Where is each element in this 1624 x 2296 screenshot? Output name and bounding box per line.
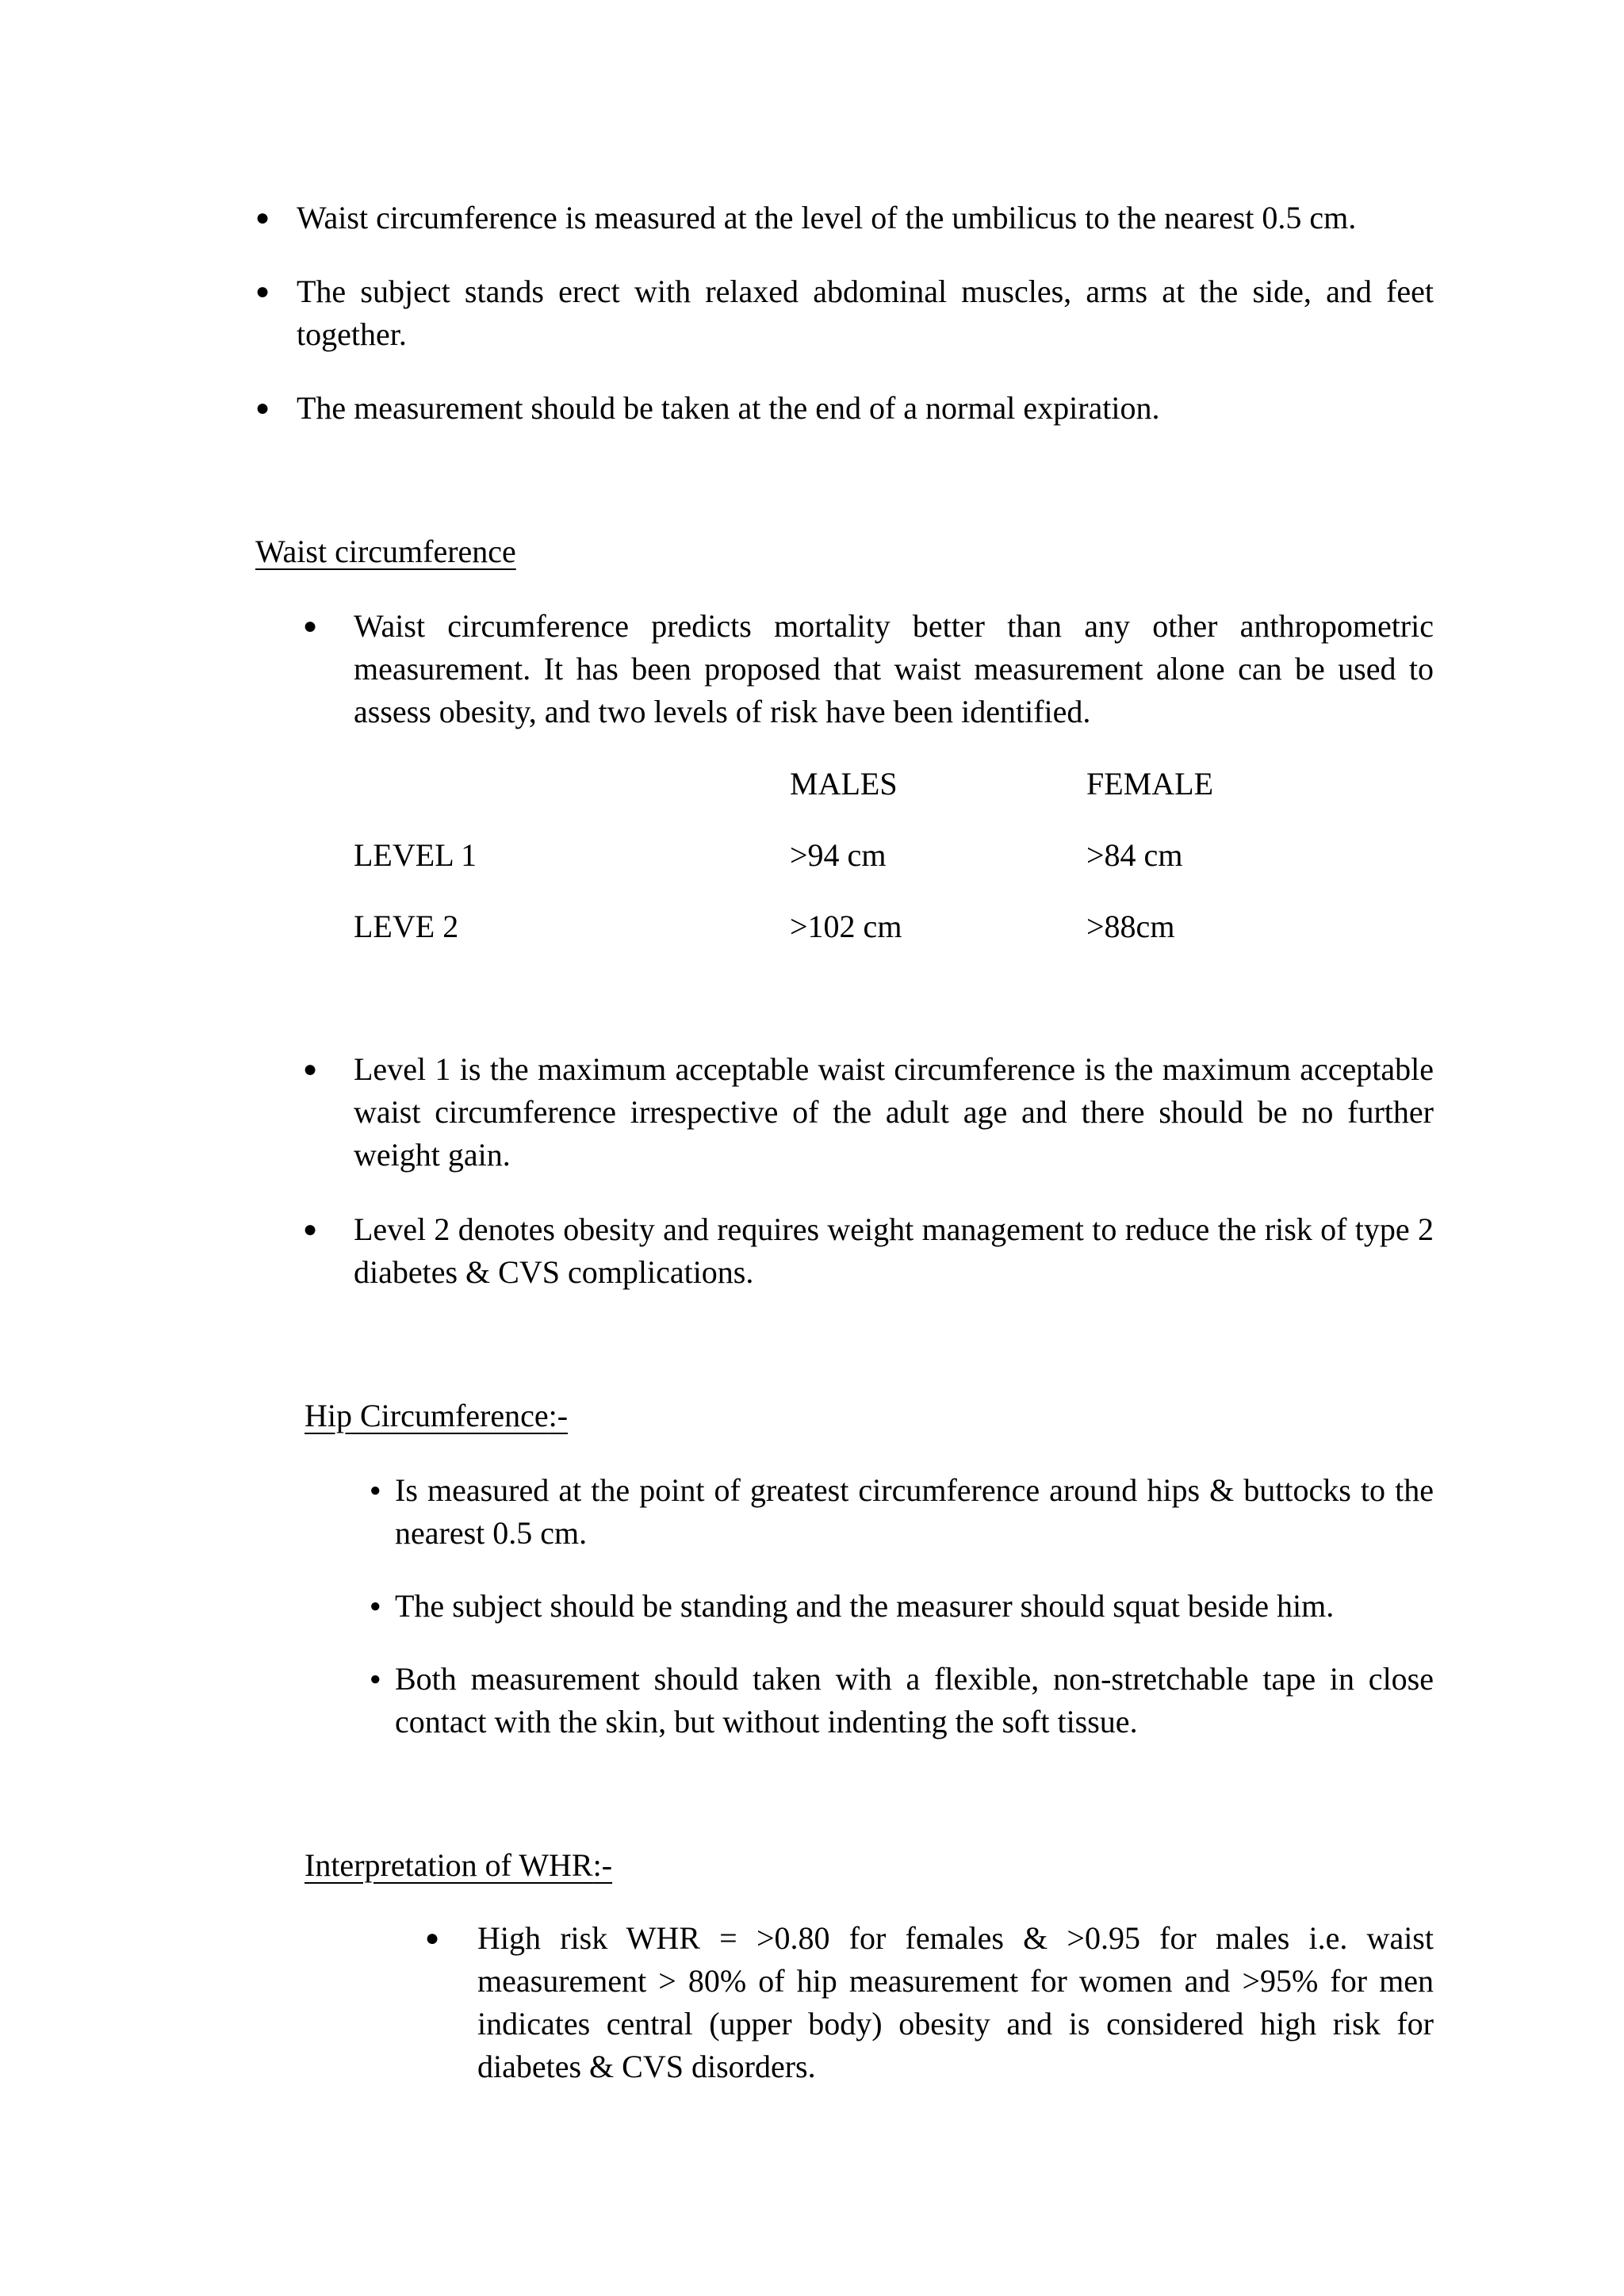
- table-header-males: MALES: [790, 766, 898, 802]
- intro-bullet-text: The measurement should be taken at the end of a normal expiration.: [297, 390, 1160, 426]
- hip-bullet-text: The subject should be standing and the measurer should squat beside him.: [395, 1588, 1335, 1624]
- table-cell-female: >84 cm: [1086, 837, 1183, 873]
- intro-bullet-text: [297, 270, 1434, 356]
- bullet-icon: ●: [303, 1216, 318, 1242]
- hip-bullet-text: Both measurement should taken with a flexible, non-stretchable tape in close contact with the skin, but without indenting the soft tissue.: [395, 1661, 1434, 1739]
- intro-bullet-text-content: The subject stands erect with relaxed abdominal muscles, arms at the side, and feet together.: [297, 274, 1434, 352]
- hip-bullet-text-content: Is measured at the point of greatest circumference around hips & buttocks to the nearest 0.5 cm.: [395, 1472, 1434, 1551]
- hip-heading-suffix: :-: [548, 1398, 569, 1433]
- intro-bullet-text: Waist circumference is measured at the level of the umbilicus to the nearest 0.5 cm.: [297, 200, 1357, 235]
- table-cell-males: >94 cm: [790, 837, 887, 873]
- bullet-icon: ●: [370, 1596, 381, 1617]
- bullet-icon: ●: [303, 1056, 318, 1082]
- table-cell-female: >88cm: [1086, 909, 1175, 944]
- bullet-icon: ●: [370, 1669, 381, 1689]
- waist-note-text: Level 1 is the maximum acceptable waist circumference is the maximum acceptable waist circumference irrespective of the adult age and there should be no further weight gain.: [354, 1051, 1434, 1173]
- hip-heading-text: Hip Circumference: [304, 1398, 549, 1433]
- whr-heading-suffix: :-: [592, 1847, 613, 1883]
- whr-bullet-text: High risk WHR = >0.80 for females & >0.95 for males i.e. waist measurement > 80% of hip measurement for women and >95% for men indicates central (upper body) obesity and is considered high risk for diabetes & CVS disorders.: [477, 1920, 1434, 2084]
- hip-section-heading: [304, 1395, 568, 1437]
- whr-section-heading: [304, 1844, 612, 1887]
- waist-intro-text: Waist circumference predicts mortality better than any other anthropometric measurement. It has been proposed that waist measurement alone can be used to assess obesity, and two levels of risk have been identified.: [354, 608, 1434, 729]
- table-row-label: LEVEL 1: [354, 837, 477, 873]
- bullet-icon: ●: [255, 395, 270, 421]
- bullet-icon: ●: [370, 1480, 381, 1501]
- bullet-icon: ●: [425, 1925, 440, 1951]
- whr-heading-text: Interpretation of WHR: [304, 1847, 593, 1883]
- bullet-icon: ●: [255, 205, 270, 231]
- bullet-icon: ●: [255, 278, 270, 304]
- waist-section-heading: Waist circumference: [255, 534, 516, 569]
- hip-bullet-text: [395, 1469, 1434, 1555]
- table-cell-males: >102 cm: [790, 909, 902, 944]
- waist-note-text: Level 2 denotes obesity and requires weight management to reduce the risk of type 2 diabetes & CVS complications.: [354, 1211, 1434, 1290]
- table-header-female: FEMALE: [1086, 766, 1213, 802]
- bullet-icon: ●: [303, 613, 318, 639]
- table-row-label: LEVE 2: [354, 909, 459, 944]
